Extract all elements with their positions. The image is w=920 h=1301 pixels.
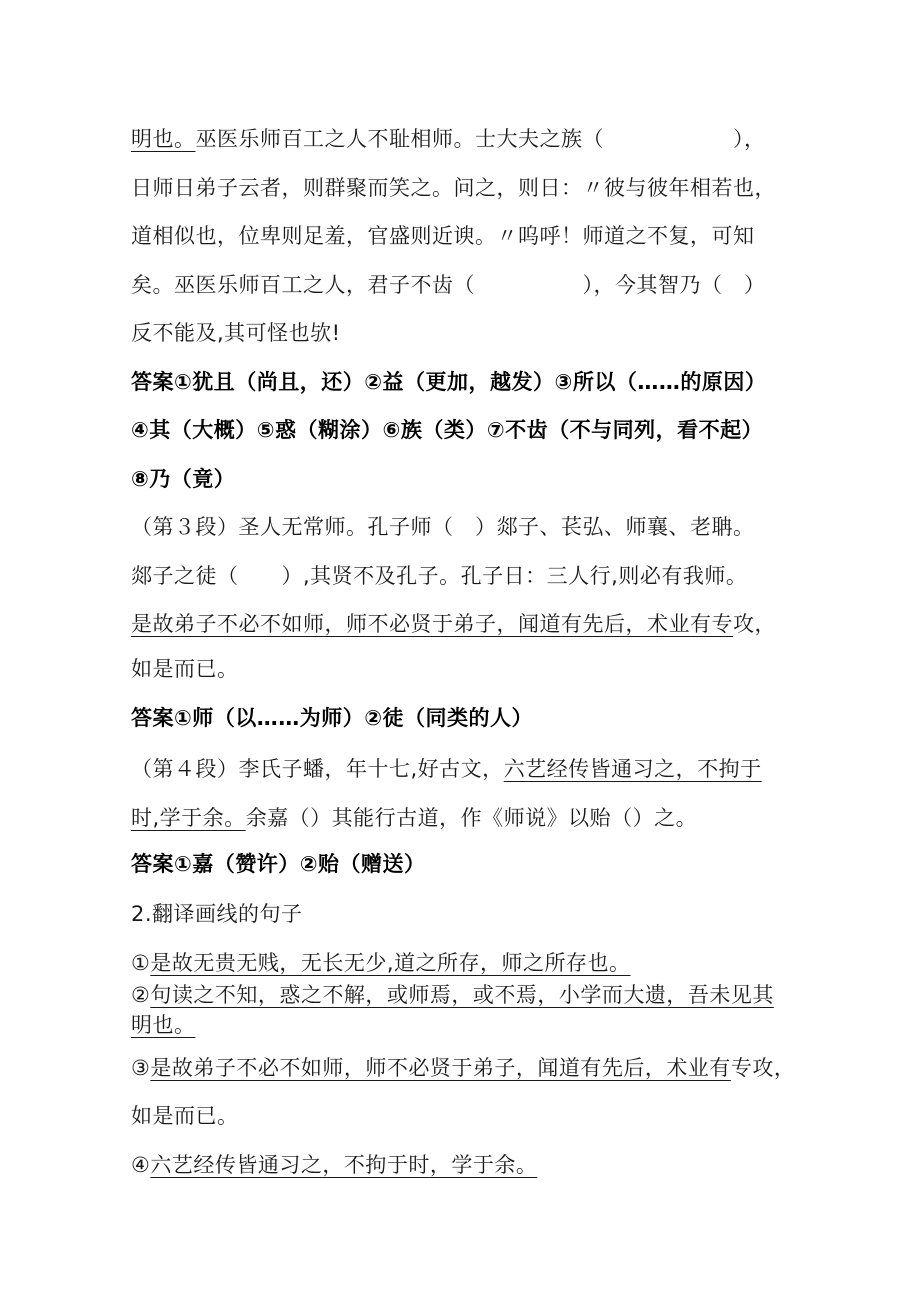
translation-item-1 <box>131 950 631 976</box>
p3-line-4: 如是而已。 <box>131 657 239 681</box>
p3-line-3 <box>131 611 776 637</box>
underlined-text: 明也。 <box>131 127 196 151</box>
text-run: 专攻， <box>730 1056 796 1080</box>
translation-item-2 <box>131 982 774 1008</box>
p2-line-5: 反不能及,其可怪也欤! <box>131 321 341 345</box>
p4-answer: 答案①嘉（赞许）②贻（赠送） <box>131 852 426 876</box>
underlined-text: 是故无贵无贱，无长无少,道之所存，师之所存也。 <box>150 951 631 975</box>
p2-line-3: 道相似也，位卑则足羞，官盛则近谀。〃呜呼！师道之不复，可知 <box>131 224 755 248</box>
underlined-text: 是故弟子不必不如师，师不必贤于弟子，闻道有先后，术业有专 <box>131 612 733 636</box>
item-number: ③ <box>131 1056 151 1080</box>
p2-line-2: 日师日弟子云者，则群聚而笑之。问之，则日：〃彼与彼年相若也， <box>131 176 776 200</box>
p4-line-1 <box>131 756 762 782</box>
underlined-text: 时,学于余。 <box>131 806 246 830</box>
p2-answer-line-1: 答案①犹且（尚且，还）②益（更加，越发）③所以（……的原因） <box>131 370 767 394</box>
p2-line-1 <box>131 126 766 152</box>
translation-item-2-cont <box>131 1012 196 1038</box>
text-run: 巫医乐师百工之人不耻相师。士大夫之族（ ）， <box>195 127 766 151</box>
translation-item-4 <box>131 1152 537 1178</box>
section-heading: 2.翻译画线的句子 <box>131 902 303 926</box>
p3-line-1: （第３段）圣人无常师。孔子师（ ）郯子、苌弘、师襄、老聃。 <box>131 515 755 539</box>
text-run: 余嘉（）其能行古道，作《师说》以贻（）之。 <box>245 806 698 830</box>
underlined-text: 句读之不知，惑之不解，或师焉，或不焉，小学而大遗，吾未见其 <box>150 983 774 1007</box>
underlined-text: 是故弟子不必不如师，师不必贤于弟子，闻道有先后，术业有 <box>150 1056 731 1080</box>
p2-answer-line-3: ⑧乃（竟） <box>131 467 236 491</box>
underlined-text: 六艺经传皆通习之，不拘于 <box>503 757 762 781</box>
item-number: ④ <box>131 1153 151 1177</box>
translation-item-3 <box>131 1055 795 1081</box>
p3-answer: 答案①师（以……为师）②徒（同类的人） <box>131 706 534 730</box>
p2-answer-line-2: ④其（大概）⑤惑（糊涂）⑥族（类）⑦不齿（不与同列，看不起） <box>131 418 764 442</box>
p4-line-2 <box>131 805 697 831</box>
p3-line-2: 郯子之徒（ ）,其贤不及孔子。孔子日：三人行,则必有我师。 <box>131 564 748 588</box>
underlined-text: 明也。 <box>131 1013 196 1037</box>
text-run: （第４段）李氏子蟠，年十七,好古文， <box>131 757 504 781</box>
translation-item-3-cont: 如是而已。 <box>131 1104 239 1128</box>
item-number: ① <box>131 951 151 975</box>
text-run: 攻， <box>733 612 776 636</box>
item-number: ② <box>131 983 151 1007</box>
underlined-text: 六艺经传皆通习之，不拘于时，学于余。 <box>150 1153 538 1177</box>
p2-line-4: 矣。巫医乐师百工之人，君子不齿（ ），今其智乃（ ） <box>131 273 766 297</box>
